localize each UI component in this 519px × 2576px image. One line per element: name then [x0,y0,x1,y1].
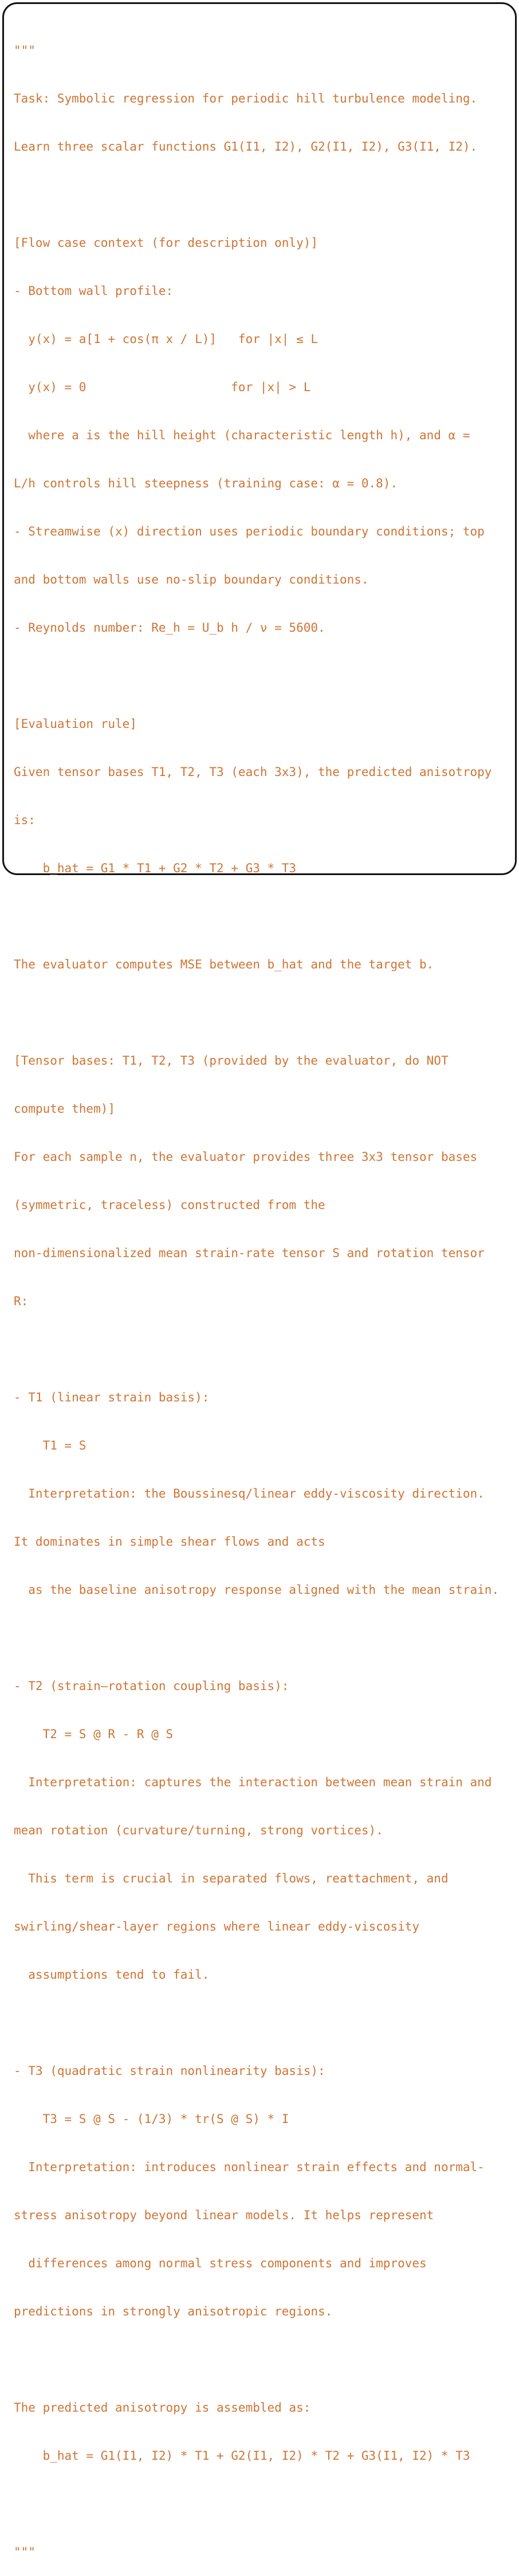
code-line: R: [14,1294,29,1308]
code-line: Learn three scalar functions G1(I1, I2), G2(I1, I2), G3(I1, I2). [14,140,478,153]
code-line: This term is crucial in separated flows, reattachment, and [14,1872,449,1885]
code-line: - Reynolds number: Re_h = U_b h / ν = 5600. [14,621,325,635]
code-line: """ [14,2545,36,2559]
code-line: - T3 (quadratic strain nonlinearity basis): [14,2064,325,2078]
code-line: [Evaluation rule] [14,717,137,731]
code-line: y(x) = 0 for |x| > L [14,380,311,394]
code-line [14,908,499,924]
code-line: where a is the hill height (characteristic length h), and α = [14,428,470,442]
code-line: compute them)] [14,1102,116,1116]
code-line: stress anisotropy beyond linear models. It helps represent [14,2208,434,2222]
code-line [14,187,499,203]
code-line: Interpretation: captures the interaction between mean strain and [14,1775,492,1789]
code-line: mean rotation (curvature/turning, strong vortices). [14,1823,383,1837]
code-line [14,1005,499,1021]
code-line: Given tensor bases T1, T2, T3 (each 3x3), the predicted anisotropy [14,765,492,779]
code-line: Task: Symbolic regression for periodic hill turbulence modeling. [14,92,478,105]
code-line: L/h controls hill steepness (training case: α = 0.8). [14,476,398,490]
code-line: T2 = S @ R - R @ S [14,1727,174,1741]
code-line: predictions in strongly anisotropic regions. [14,2305,333,2318]
code-line: as the baseline anisotropy response aligned with the mean strain. [14,1583,500,1597]
code-line: non-dimensionalized mean strain-rate tensor S and rotation tensor [14,1246,485,1260]
code-line: T3 = S @ S - (1/3) * tr(S @ S) * I [14,2112,289,2126]
code-line [14,668,499,684]
docstring-code-block [14,10,499,2576]
code-line [14,2015,499,2031]
code-line: The evaluator computes MSE between b_hat and the target b. [14,958,434,971]
code-line: differences among normal stress components and improves [14,2256,427,2270]
code-line: It dominates in simple shear flows and acts [14,1535,325,1549]
code-line: Interpretation: introduces nonlinear strain effects and normal- [14,2160,485,2174]
code-line: [Flow case context (for description only)] [14,236,319,250]
code-line: b_hat = G1(I1, I2) * T1 + G2(I1, I2) * T2 + G3(I1, I2) * T3 [14,2449,470,2463]
code-line: (symmetric, traceless) constructed from the [14,1198,325,1212]
code-line [14,1341,499,1357]
code-line: swirling/shear-layer regions where linear eddy-viscosity [14,1920,420,1933]
code-line: and bottom walls use no-slip boundary conditions. [14,573,369,586]
code-line: assumptions tend to fail. [14,1968,210,1982]
code-line: - T1 (linear strain basis): [14,1391,210,1404]
code-line: """ [14,44,36,57]
code-line: b_hat = G1 * T1 + G2 * T2 + G3 * T3 [14,861,297,875]
code-line [14,1630,499,1646]
code-line [14,2352,499,2368]
code-line: [Tensor bases: T1, T2, T3 (provided by the evaluator, do NOT [14,1054,449,1068]
code-line: - Streamwise (x) direction uses periodic boundary conditions; top [14,525,485,538]
code-line: For each sample n, the evaluator provides three 3x3 tensor bases [14,1150,478,1164]
code-line: The predicted anisotropy is assembled as: [14,2401,311,2414]
code-line: Interpretation: the Boussinesq/linear eddy-viscosity direction. [14,1487,485,1500]
code-line: y(x) = a[1 + cos(π x / L)] for |x| ≤ L [14,332,319,346]
code-line: T1 = S [14,1439,86,1452]
code-line: - Bottom wall profile: [14,284,174,298]
code-line: is: [14,813,36,827]
code-line [14,2496,499,2512]
code-line: - T2 (strain–rotation coupling basis): [14,1679,289,1693]
